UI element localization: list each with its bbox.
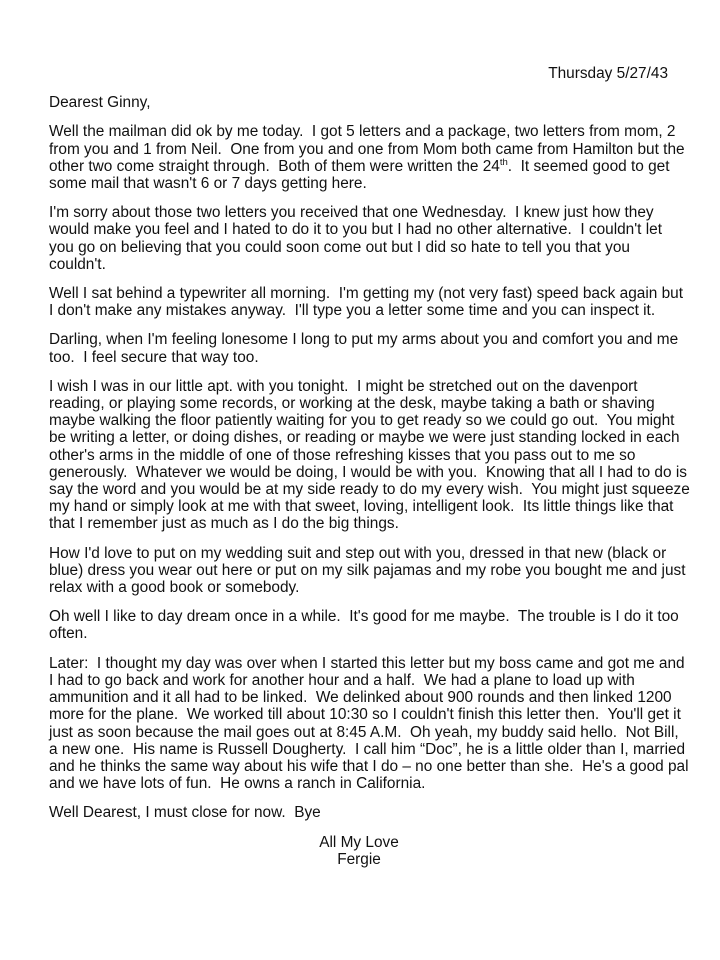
letter-paragraph: Later: I thought my day was over when I started this letter but my boss came and got me and I had to go back and work for another hour and a half. We had a plane to load up with ammunition and it all had to be linked. We delinked about 900 rounds and then linked 1200 more for the plane. We worked till about 10:30 so I couldn't finish this letter then. You'll get it just as soon because the mail goes out at 8:45 A.M. Oh yeah, my buddy said hello. Not Bill, a new one. His name is Russell Dougherty. I call him “Doc”, he is a little older than I, married and he thinks the same way about his wife that I do – no one better than she. He's a good pal and we have lots of fun. He owns a ranch in California. [49,654,693,793]
salutation: Dearest Ginny, [49,94,151,112]
signoff: All My Love [319,833,399,851]
letter-body [49,123,695,793]
signature-block [49,834,669,868]
letter-paragraph: Well the mailman did ok by me today. I got 5 letters and a package, two letters from mom, 2 from you and 1 from Neil. One from you and one from Mom both came from Hamilton but the other two come straight through. Both of them were written the 24th. It seemed good to get some mail that wasn't 6 or 7 days getting here. [49,123,689,193]
date-line: Thursday 5/27/43 [548,65,668,82]
signature-name: Fergie [337,850,381,868]
letter-paragraph: I wish I was in our little apt. with you tonight. I might be stretched out on the davenport reading, or playing some records, or working at the desk, maybe taking a bath or shaving maybe walking the floor patiently waiting for you to get ready so we could go out. You might be writing a letter, or doing dishes, or reading or maybe we were just standing locked in each other's arms in the middle of one of those refreshing kisses that you pass out to me so generously. Whatever we would be doing, I would be with you. Knowing that all I had to do is say the word and you would be at my side ready to do my every wish. You might just squeeze my hand or simply look at me with that sweet, loving, intelligent look. Its little things like that that I remember just as much as I do the big things. [49,377,695,533]
letter-paragraph: How I'd love to put on my wedding suit and step out with you, dressed in that new (black or blue) dress you wear out here or put on my silk pajamas and my robe you bought me and just relax with a good book or somebody. [49,544,690,597]
letter-paragraph: I'm sorry about those two letters you received that one Wednesday. I knew just how they would make you feel and I hated to do it to you but I had no other alternative. I couldn't let you go on believing that you could soon come out but I did so hate to tell you that you couldn't. [49,204,667,273]
letter-paragraph: Oh well I like to day dream once in a while. It's good for me maybe. The trouble is I do it too often. [49,608,683,643]
closing-line: Well Dearest, I must close for now. Bye [49,804,321,822]
letter-paragraph: Darling, when I'm feeling lonesome I long to put my arms about you and comfort you and me too. I feel secure that way too. [49,331,683,366]
letter-paragraph: Well I sat behind a typewriter all morning. I'm getting my (not very fast) speed back again but I don't make any mistakes anyway. I'll type you a letter some time and you can inspect it. [49,285,688,320]
